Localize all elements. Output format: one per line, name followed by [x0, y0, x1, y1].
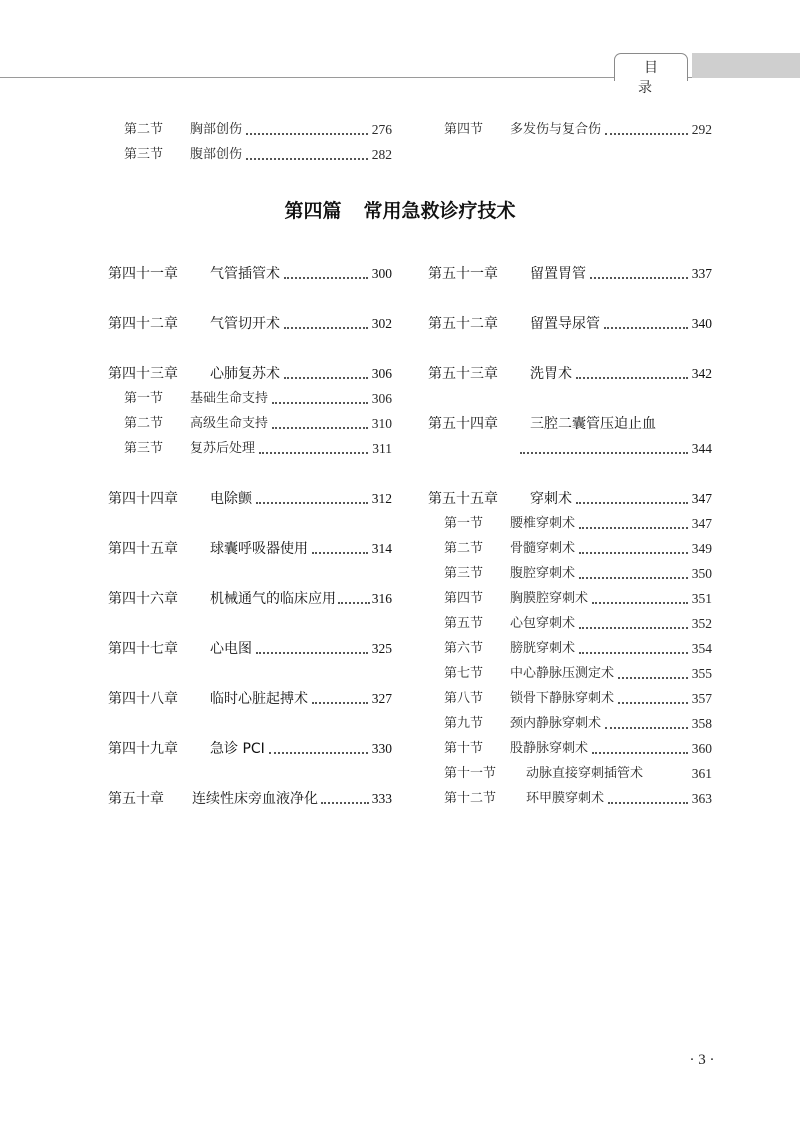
- chapter-title: 心电图: [210, 641, 252, 657]
- chapter-page: 330: [371, 741, 392, 756]
- toc-chapter[interactable]: [108, 539, 392, 559]
- chapter-page: 327: [371, 691, 392, 706]
- chapter-page: 302: [371, 316, 392, 331]
- header-label: 目 录: [638, 60, 670, 96]
- entry-page: 282: [371, 147, 392, 162]
- chapter-page: 337: [691, 266, 712, 281]
- header-gray-block: [692, 53, 800, 78]
- chapter-title: 穿刺术: [530, 491, 572, 507]
- toc-chapter[interactable]: [108, 639, 392, 659]
- dot-leader: [284, 277, 368, 279]
- chapter-number: 第五十三章: [428, 366, 498, 382]
- chapter-number: 第四十四章: [108, 491, 178, 507]
- entry-title: 环甲膜穿刺术: [526, 791, 605, 806]
- entry-number: 第三节: [124, 147, 164, 162]
- chapter-title: 气管切开术: [210, 316, 280, 332]
- chapter-page: 316: [371, 591, 392, 606]
- toc-chapter[interactable]: [428, 414, 712, 434]
- entry-title: 胸膜腔穿刺术: [510, 591, 589, 606]
- toc-chapter[interactable]: [108, 589, 392, 609]
- chapter-title: 球囊呼吸器使用: [210, 541, 308, 557]
- entry-page: 349: [691, 541, 712, 556]
- entry-title: 骨髓穿刺术: [510, 541, 576, 556]
- toc-chapter[interactable]: [428, 314, 712, 334]
- chapter-number: 第四十八章: [108, 691, 178, 707]
- entry-number: 第十一节: [444, 766, 497, 781]
- chapter-title: 气管插管术: [210, 266, 280, 282]
- entry-number: 第七节: [444, 666, 484, 681]
- dot-leader: [284, 327, 368, 329]
- chapter-title: 机械通气的临床应用: [210, 591, 336, 607]
- entry-number: 第三节: [124, 441, 164, 456]
- entry-page: 360: [691, 741, 712, 756]
- dot-leader: [272, 402, 368, 404]
- dot-leader: [256, 652, 368, 654]
- entry-title: 股静脉穿刺术: [510, 741, 589, 756]
- dot-leader: [246, 133, 368, 135]
- toc-chapter[interactable]: [428, 264, 712, 284]
- chapter-number: 第五十五章: [428, 491, 498, 507]
- toc-entry[interactable]: [124, 439, 392, 459]
- toc-entry[interactable]: [444, 714, 712, 734]
- dot-leader: [259, 452, 368, 454]
- entry-title: 腰椎穿刺术: [510, 516, 576, 531]
- chapter-page: 347: [691, 491, 712, 506]
- dot-leader: [618, 702, 688, 704]
- dot-leader: [592, 602, 688, 604]
- entry-number: 第四节: [444, 591, 484, 606]
- entry-number: 第九节: [444, 716, 484, 731]
- entry-title: 中心静脉压测定术: [510, 666, 615, 681]
- entry-number: 第五节: [444, 616, 484, 631]
- chapter-title: 连续性床旁血液净化: [192, 791, 318, 807]
- chapter-title: 洗胃术: [530, 366, 572, 382]
- dot-leader: [579, 652, 688, 654]
- chapter-title: 电除颤: [210, 491, 252, 507]
- entry-title: 腹腔穿刺术: [510, 566, 576, 581]
- entry-page: 292: [691, 122, 712, 137]
- entry-title: 高级生命支持: [190, 416, 269, 431]
- dot-leader: [618, 677, 688, 679]
- dot-leader: [605, 133, 688, 135]
- toc-chapter[interactable]: [108, 264, 392, 284]
- entry-page: 306: [371, 391, 392, 406]
- entry-number: 第四节: [444, 122, 484, 137]
- part-title: [0, 196, 800, 223]
- dot-leader: [605, 727, 688, 729]
- dot-leader: [338, 602, 370, 604]
- toc-continuation[interactable]: [520, 439, 712, 459]
- chapter-page: 344: [691, 441, 712, 456]
- chapter-number: 第四十一章: [108, 266, 178, 282]
- toc-chapter[interactable]: [108, 739, 392, 759]
- chapter-title: 心肺复苏术: [210, 366, 280, 382]
- entry-number: 第八节: [444, 691, 484, 706]
- toc-entry[interactable]: [444, 689, 712, 709]
- entry-title: 颈内静脉穿刺术: [510, 716, 602, 731]
- chapter-number: 第四十九章: [108, 741, 178, 757]
- toc-chapter[interactable]: [108, 789, 392, 809]
- toc-entry[interactable]: [444, 614, 712, 634]
- dot-leader: [604, 327, 688, 329]
- dot-leader: [608, 802, 688, 804]
- toc-entry[interactable]: [444, 539, 712, 559]
- entry-page: 361: [691, 766, 712, 781]
- entry-number: 第二节: [444, 541, 484, 556]
- dot-leader: [579, 577, 688, 579]
- dot-leader: [579, 552, 688, 554]
- entry-number: 第十节: [444, 741, 484, 756]
- entry-title: 动脉直接穿刺插管术: [526, 766, 644, 781]
- dot-leader: [272, 427, 368, 429]
- toc-entry[interactable]: [124, 145, 392, 165]
- chapter-number: 第五十四章: [428, 416, 498, 432]
- part-name: 常用急救诊疗技术: [363, 200, 516, 222]
- dot-leader: [520, 452, 688, 454]
- toc-entry[interactable]: [444, 564, 712, 584]
- chapter-title: 留置胃管: [530, 266, 586, 282]
- entry-page: 347: [691, 516, 712, 531]
- chapter-number: 第四十七章: [108, 641, 178, 657]
- toc-entry[interactable]: [444, 739, 712, 759]
- entry-number: 第一节: [124, 391, 164, 406]
- toc-entry[interactable]: [124, 389, 392, 409]
- dot-leader: [246, 158, 368, 160]
- entry-page: 357: [691, 691, 712, 706]
- toc-chapter[interactable]: [108, 364, 392, 384]
- entry-title: 膀胱穿刺术: [510, 641, 576, 656]
- entry-page: 351: [691, 591, 712, 606]
- chapter-title: 临时心脏起搏术: [210, 691, 308, 707]
- toc-chapter[interactable]: [428, 489, 712, 509]
- entry-title: 胸部创伤: [190, 122, 243, 137]
- dot-leader: [284, 377, 368, 379]
- chapter-page: 314: [371, 541, 392, 556]
- chapter-number: 第四十二章: [108, 316, 178, 332]
- chapter-number: 第四十五章: [108, 541, 178, 557]
- toc-entry[interactable]: [444, 764, 712, 784]
- entry-title: 锁骨下静脉穿刺术: [510, 691, 615, 706]
- chapter-number: 第四十六章: [108, 591, 178, 607]
- entry-page: 310: [371, 416, 392, 431]
- entry-title: 腹部创伤: [190, 147, 243, 162]
- dot-leader: [590, 277, 688, 279]
- entry-title: 心包穿刺术: [510, 616, 576, 631]
- dot-leader: [576, 502, 688, 504]
- chapter-number: 第五十一章: [428, 266, 498, 282]
- dot-leader: [579, 527, 688, 529]
- toc-chapter[interactable]: [108, 489, 392, 509]
- toc-entry[interactable]: [444, 514, 712, 534]
- toc-entry[interactable]: [444, 789, 712, 809]
- chapter-page: 342: [691, 366, 712, 381]
- toc-chapter[interactable]: [108, 689, 392, 709]
- toc-entry[interactable]: [444, 120, 712, 140]
- dot-leader: [576, 377, 688, 379]
- chapter-title: 急诊 PCI: [210, 741, 265, 757]
- dot-leader: [269, 752, 368, 754]
- entry-number: 第一节: [444, 516, 484, 531]
- dot-leader: [321, 802, 369, 804]
- chapter-number: 第五十章: [108, 791, 164, 807]
- entry-number: 第二节: [124, 122, 164, 137]
- entry-page: 363: [691, 791, 712, 806]
- entry-page: 352: [691, 616, 712, 631]
- chapter-number: 第五十二章: [428, 316, 498, 332]
- toc-entry[interactable]: [444, 589, 712, 609]
- page-number: · 3 ·: [689, 1052, 715, 1068]
- toc-entry[interactable]: [124, 120, 392, 140]
- entry-page: 355: [691, 666, 712, 681]
- chapter-page: 325: [371, 641, 392, 656]
- entry-number: 第十二节: [444, 791, 497, 806]
- dot-leader: [592, 752, 688, 754]
- entry-page: 350: [691, 566, 712, 581]
- toc-entry[interactable]: [444, 639, 712, 659]
- entry-page: 311: [372, 441, 392, 456]
- entry-title: 复苏后处理: [190, 441, 256, 456]
- chapter-page: 300: [371, 266, 392, 281]
- toc-entry[interactable]: [124, 414, 392, 434]
- dot-leader: [312, 552, 368, 554]
- entry-number: 第六节: [444, 641, 484, 656]
- entry-page: 276: [371, 122, 392, 137]
- toc-chapter[interactable]: [428, 364, 712, 384]
- chapter-number: 第四十三章: [108, 366, 178, 382]
- entry-page: 358: [691, 716, 712, 731]
- entry-number: 第二节: [124, 416, 164, 431]
- chapter-title: 三腔二囊管压迫止血: [530, 416, 656, 432]
- dot-leader: [312, 702, 368, 704]
- toc-chapter[interactable]: [108, 314, 392, 334]
- chapter-page: 340: [691, 316, 712, 331]
- chapter-page: 333: [371, 791, 392, 806]
- chapter-page: 312: [371, 491, 392, 506]
- entry-title: 多发伤与复合伤: [510, 122, 602, 137]
- part-number: 第四篇: [284, 200, 342, 222]
- chapter-page: 306: [371, 366, 392, 381]
- entry-title: 基础生命支持: [190, 391, 269, 406]
- header-tab: [614, 53, 688, 96]
- toc-entry[interactable]: [444, 664, 712, 684]
- entry-number: 第三节: [444, 566, 484, 581]
- dot-leader: [256, 502, 368, 504]
- dot-leader: [579, 627, 688, 629]
- chapter-title: 留置导尿管: [530, 316, 600, 332]
- entry-page: 354: [691, 641, 712, 656]
